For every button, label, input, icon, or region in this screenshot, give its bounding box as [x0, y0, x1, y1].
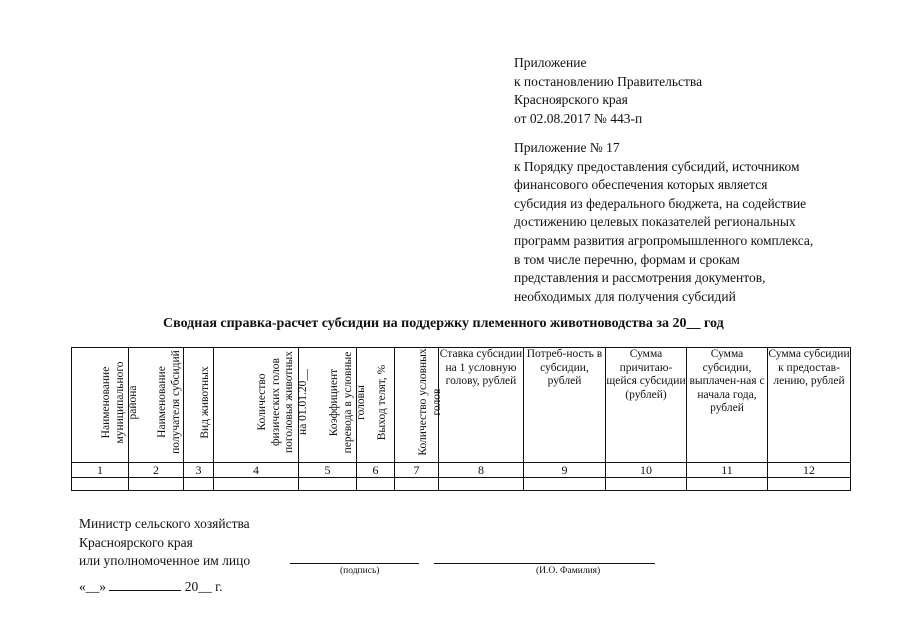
date-line: [79, 579, 223, 595]
column-number: 4: [214, 463, 299, 478]
column-header: Ставка субсидии на 1 условную голову, рублей: [439, 348, 524, 463]
column-header: Сумма субсидии к предостав-лению, рублей: [768, 348, 851, 463]
table-cell[interactable]: [129, 478, 184, 491]
appendix-header: Приложение к постановлению Правительства Красноярского края от 02.08.2017 № 443-п: [514, 55, 703, 126]
appendix-17-line: Приложение № 17: [514, 140, 620, 155]
column-number-row: [72, 463, 851, 478]
appendix-17-block: [514, 139, 874, 306]
date-month-blank[interactable]: [109, 589, 181, 591]
document-title: Сводная справка-расчет субсидии на поддержку племенного животноводства за 20__ год: [163, 316, 724, 331]
name-caption: (И.О. Фамилия): [536, 566, 601, 576]
column-header: Количество условных голов: [395, 348, 439, 463]
column-number: 5: [299, 463, 357, 478]
signature-caption: (подпись): [340, 566, 380, 576]
signature-line[interactable]: [290, 563, 419, 564]
column-number: 9: [524, 463, 606, 478]
column-number: 1: [72, 463, 129, 478]
column-number: 3: [184, 463, 214, 478]
column-header: Сумма субсидии, выплачен-ная с начала года, рублей: [687, 348, 768, 463]
table-cell[interactable]: [768, 478, 851, 491]
column-number: 12: [768, 463, 851, 478]
date-year: 20__ г.: [184, 579, 223, 594]
table-cell[interactable]: [214, 478, 299, 491]
column-header: Потреб-ность в субсидии, рублей: [524, 348, 606, 463]
signatory-label: Министр сельского хозяйства Красноярского края или уполномоченное им лицо: [79, 516, 251, 569]
header-row: [72, 348, 851, 463]
column-header: Наименование муниципального района: [72, 348, 129, 463]
column-number: 6: [357, 463, 395, 478]
subsidy-table: [71, 347, 851, 491]
appendix-17-line: достижению целевых показателей региональных: [514, 214, 796, 230]
table-cell[interactable]: [524, 478, 606, 491]
column-header: Наименование получателя субсидий: [129, 348, 184, 463]
table-row: [72, 478, 851, 491]
column-header: Вид животных: [184, 348, 214, 463]
column-number: 11: [687, 463, 768, 478]
column-number: 10: [606, 463, 687, 478]
appendix-17-line: финансового обеспечения которых является: [514, 177, 768, 193]
appendix-17-line: представления и рассмотрения документов,: [514, 270, 766, 286]
column-number: 7: [395, 463, 439, 478]
table-cell[interactable]: [606, 478, 687, 491]
table-cell[interactable]: [184, 478, 214, 491]
date-day: «__»: [79, 579, 106, 594]
table-cell[interactable]: [357, 478, 395, 491]
column-number: 8: [439, 463, 524, 478]
table-cell[interactable]: [395, 478, 439, 491]
column-header: Коэффициент перевода в условные головы: [299, 348, 357, 463]
column-header: Сумма причитаю-щейся субсидии (рублей): [606, 348, 687, 463]
name-line[interactable]: [434, 563, 655, 564]
appendix-17-line: программ развития агропромышленного комплекса,: [514, 232, 814, 248]
column-header: Выход телят, %: [357, 348, 395, 463]
table-cell[interactable]: [439, 478, 524, 491]
table-cell[interactable]: [299, 478, 357, 491]
appendix-17-line: необходимых для получения субсидий: [514, 288, 736, 304]
column-number: 2: [129, 463, 184, 478]
column-header: Количество физических голов поголовья животных на 01.01.20__: [214, 348, 299, 463]
table-cell[interactable]: [687, 478, 768, 491]
appendix-17-line: к Порядку предоставления субсидий, источником: [514, 158, 800, 174]
appendix-17-line: в том числе перечню, формам и срокам: [514, 251, 740, 267]
table-cell[interactable]: [72, 478, 129, 491]
appendix-17-line: субсидия из федерального бюджета, на содействие: [514, 195, 807, 211]
